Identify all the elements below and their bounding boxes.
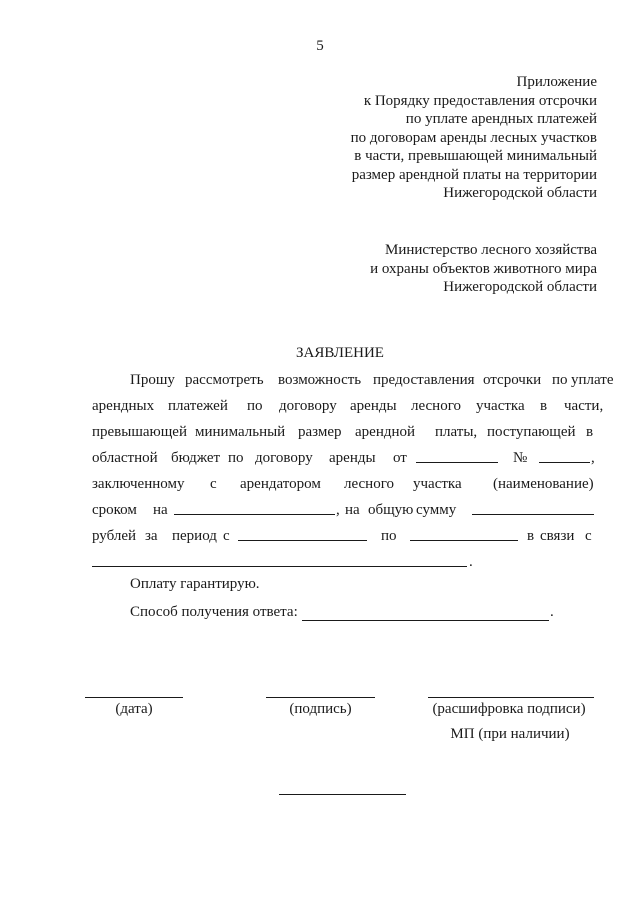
body-line xyxy=(92,523,594,549)
period-from-blank[interactable] xyxy=(238,540,367,541)
word: поступающей xyxy=(487,424,576,440)
word: связи xyxy=(540,528,575,544)
word: период xyxy=(172,528,217,544)
response-method-label: Способ получения ответа: xyxy=(130,604,298,620)
word: (наименование) xyxy=(493,476,594,492)
word: , xyxy=(591,450,595,466)
addressee-line: и охраны объектов животного мира xyxy=(370,260,597,277)
application-body xyxy=(92,367,614,575)
body-line xyxy=(92,471,594,497)
period-mark: . xyxy=(469,554,473,570)
page-number: 5 xyxy=(316,38,324,54)
body-line xyxy=(92,497,594,523)
body-line xyxy=(92,549,594,575)
body-line xyxy=(92,393,604,419)
word: на xyxy=(345,502,360,518)
word: по xyxy=(228,450,244,466)
word: платы, xyxy=(435,424,478,440)
word: сроком xyxy=(92,502,137,518)
word: рублей xyxy=(92,528,137,544)
word: с xyxy=(210,476,217,492)
number-sign: № xyxy=(513,450,528,466)
appendix-line: Приложение xyxy=(516,74,597,90)
word: за xyxy=(145,528,158,544)
word: в xyxy=(527,528,535,544)
word: участка xyxy=(476,398,525,414)
word: лесного xyxy=(344,476,394,492)
appendix-line: по договорам аренды лесных участков xyxy=(350,129,597,146)
appendix-line: Нижегородской области xyxy=(443,185,597,201)
word: аренды xyxy=(350,398,397,414)
contract-number-blank[interactable] xyxy=(539,462,590,463)
word: Прошу xyxy=(130,372,175,388)
word: аренды xyxy=(329,450,376,466)
word: рассмотреть xyxy=(185,372,264,388)
word: , xyxy=(336,502,340,518)
contract-date-blank[interactable] xyxy=(416,462,498,463)
word: участка xyxy=(413,476,462,492)
word: заключенному xyxy=(92,476,185,492)
appendix-header xyxy=(351,73,597,203)
word: арендатором xyxy=(240,476,321,492)
word: бюджет xyxy=(171,450,221,466)
document-title: ЗАЯВЛЕНИЕ xyxy=(296,345,384,361)
signature-caption: (подпись) xyxy=(289,701,352,717)
word: по xyxy=(552,372,568,388)
word: общую xyxy=(368,502,414,518)
word: в xyxy=(586,424,594,440)
word: по xyxy=(247,398,263,414)
stamp-note: МП (при наличии) xyxy=(450,726,570,742)
word: договору xyxy=(255,450,313,466)
word: арендной xyxy=(355,424,416,440)
guarantee-text: Оплату гарантирую. xyxy=(130,576,260,592)
date-caption: (дата) xyxy=(115,701,153,717)
appendix-line: к Порядку предоставления отсрочки xyxy=(363,92,597,109)
word: платежей xyxy=(168,398,228,414)
response-method-blank[interactable] xyxy=(302,620,549,621)
appendix-line: по уплате арендных платежей xyxy=(405,111,597,127)
word: минимальный xyxy=(195,424,286,440)
amount-blank[interactable] xyxy=(472,514,594,515)
word: предоставления xyxy=(373,372,475,388)
term-blank[interactable] xyxy=(174,514,335,515)
signature-line[interactable] xyxy=(266,697,375,698)
addressee-line: Министерство лесного хозяйства xyxy=(385,242,597,258)
word: договору xyxy=(279,398,337,414)
word: на xyxy=(153,502,168,518)
transcript-signature-line[interactable] xyxy=(428,697,594,698)
word: областной xyxy=(92,450,158,466)
body-line xyxy=(92,445,594,471)
addressee-line: Нижегородской области xyxy=(443,279,597,295)
body-line xyxy=(92,419,594,445)
appendix-line: в части, превышающей минимальный xyxy=(354,148,597,164)
word: части, xyxy=(564,398,604,414)
end-rule xyxy=(279,794,406,795)
word: лесного xyxy=(411,398,461,414)
period-to-blank[interactable] xyxy=(410,540,518,541)
word: по xyxy=(381,528,397,544)
word: в xyxy=(540,398,548,414)
word: арендных xyxy=(92,398,155,414)
word: возможность xyxy=(278,372,362,388)
word: отсрочки xyxy=(483,372,542,388)
word: с xyxy=(223,528,230,544)
word: размер xyxy=(298,424,342,440)
word: уплате xyxy=(571,372,614,388)
word: превышающей xyxy=(92,424,187,440)
body-line xyxy=(92,367,614,393)
word: с xyxy=(585,528,592,544)
reason-blank[interactable] xyxy=(92,566,467,567)
appendix-line: размер арендной платы на территории xyxy=(351,166,597,183)
word: от xyxy=(393,450,407,466)
response-end-mark: . xyxy=(550,604,554,620)
transcript-caption: (расшифровка подписи) xyxy=(432,701,586,717)
word: сумму xyxy=(416,502,457,518)
addressee-block xyxy=(370,241,597,297)
date-signature-line[interactable] xyxy=(85,697,183,698)
